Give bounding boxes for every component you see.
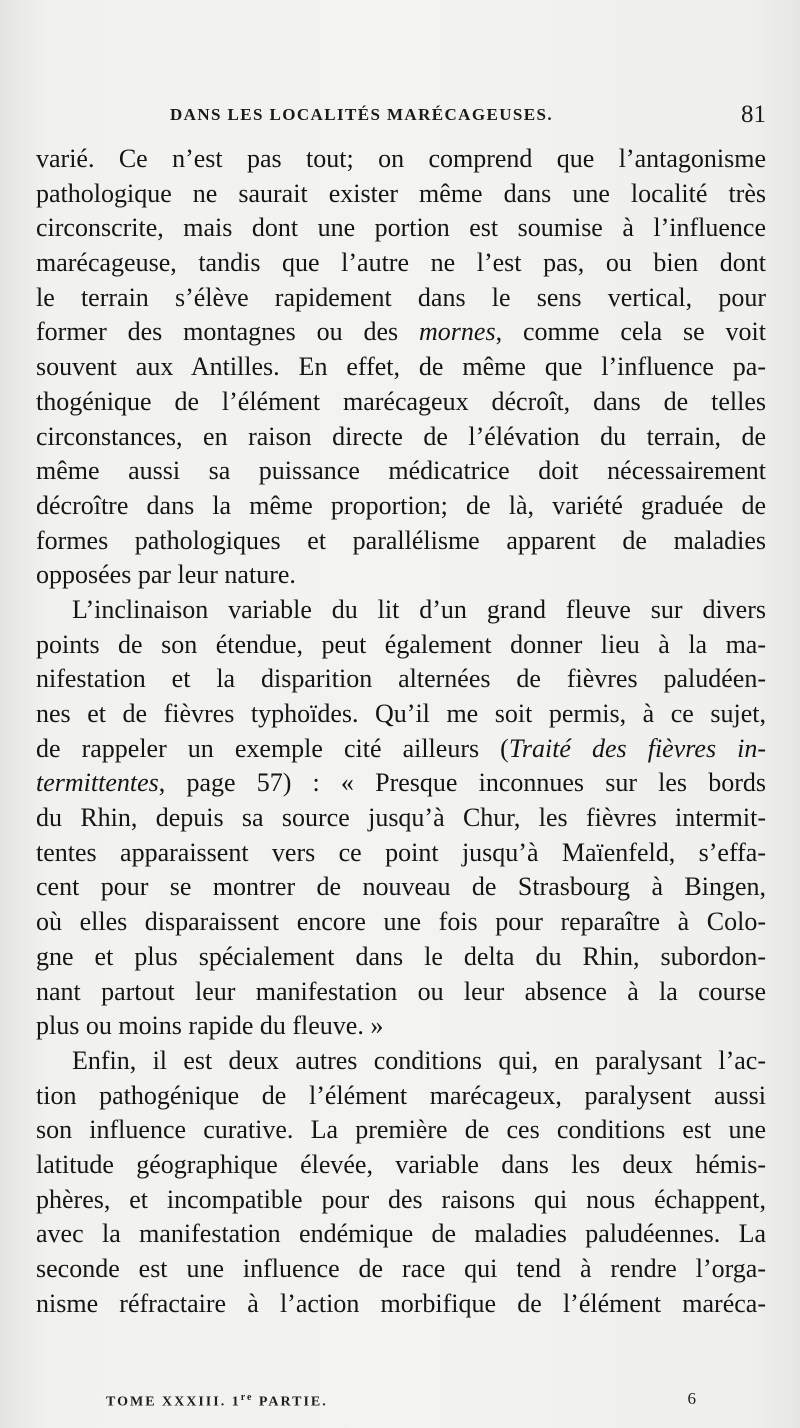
text-line: du Rhin, depuis sa source jusqu’à Chur, les fièvres intermit- xyxy=(36,803,766,833)
text-line: tion pathogénique de l’élément marécageux, paralysent aussi xyxy=(36,1080,766,1110)
text-line: termittentes, page 57) : « Presque inconnues sur les bords xyxy=(36,768,766,798)
text-line: L’inclinaison variable du lit d’un grand fleuve sur divers xyxy=(72,594,766,624)
text-line: points de son étendue, peut également donner lieu à la ma- xyxy=(36,629,766,659)
text-line: circonstances, en raison directe de l’élévation du terrain, de xyxy=(36,421,766,451)
text-line: phères, et incompatible pour des raisons qui nous échappent, xyxy=(36,1184,766,1214)
italic-citation: termittentes xyxy=(36,768,159,798)
text-line: nes et de fièvres typhoïdes. Qu’il me soit permis, à ce sujet, xyxy=(36,699,766,728)
text-line: plus ou moins rapide du fleuve. » xyxy=(36,1011,384,1041)
body-text xyxy=(36,142,766,1321)
signature-mark: TOME XXXIII. 1re PARTIE. xyxy=(106,1392,328,1410)
text-line: souvent aux Antilles. En effet, de même que l’influence pa- xyxy=(36,352,766,382)
text-line: cent pour se montrer de nouveau de Strasbourg à Bingen, xyxy=(36,872,766,902)
sheet-number: 6 xyxy=(687,1389,696,1408)
text-line: formes pathologiques et parallélisme apparent de maladies xyxy=(36,525,766,555)
text-line: seconde est une influence de race qui tend à rendre l’orga- xyxy=(36,1254,766,1283)
text-line: nisme réfractaire à l’action morbifique de l’élément maréca- xyxy=(36,1288,766,1318)
text-line: Enfin, il est deux autres conditions qui, en paralysant l’ac- xyxy=(72,1045,766,1075)
text-line: son influence curative. La première de ces conditions est une xyxy=(36,1115,766,1145)
italic-citation: Traité des fièvres in- xyxy=(508,733,767,763)
italic-term: mornes xyxy=(419,317,496,347)
text-line: opposées par leur nature. xyxy=(36,560,296,590)
text-line: même aussi sa puissance médicatrice doit nécessairement xyxy=(36,456,766,486)
text-line: latitude géographique élevée, variable dans les deux hémis- xyxy=(36,1149,766,1179)
text-line: le terrain s’élève rapidement dans le sens vertical, pour xyxy=(36,282,766,312)
running-header xyxy=(36,103,766,133)
running-title: DANS LES LOCALITÉS MARÉCAGEUSES. xyxy=(170,105,553,124)
text-line: former des montagnes ou des mornes, comme cela se voit xyxy=(36,317,766,347)
text-line: nant partout leur manifestation ou leur absence à la course xyxy=(36,976,766,1006)
text-line: circonscrite, mais dont une portion est soumise à l’influence xyxy=(36,213,766,243)
text-line: décroître dans la même proportion; de là, variété graduée de xyxy=(36,490,766,520)
text-line: marécageuse, tandis que l’autre ne l’est pas, ou bien dont xyxy=(36,248,766,278)
text-line: thogénique de l’élément marécageux décroît, dans de telles xyxy=(36,386,766,416)
page-footer xyxy=(106,1389,696,1416)
text-line: avec la manifestation endémique de maladies paludéennes. La xyxy=(36,1219,766,1249)
text-line: pathologique ne saurait exister même dans une localité très xyxy=(36,178,766,208)
text-line: nifestation et la disparition alternées de fièvres paludéen- xyxy=(36,664,766,694)
text-line: varié. Ce n’est pas tout; on comprend que l’antagonisme xyxy=(36,144,766,173)
text-line: gne et plus spécialement dans le delta du Rhin, subordon- xyxy=(36,941,766,971)
text-line: tentes apparaissent vers ce point jusqu’à Maïenfeld, s’effa- xyxy=(36,837,766,867)
text-line: de rappeler un exemple cité ailleurs (Traité des fièvres in- xyxy=(36,733,767,763)
page-number: 81 xyxy=(741,101,766,128)
text-line: où elles disparaissent encore une fois pour reparaître à Colo- xyxy=(36,907,766,937)
